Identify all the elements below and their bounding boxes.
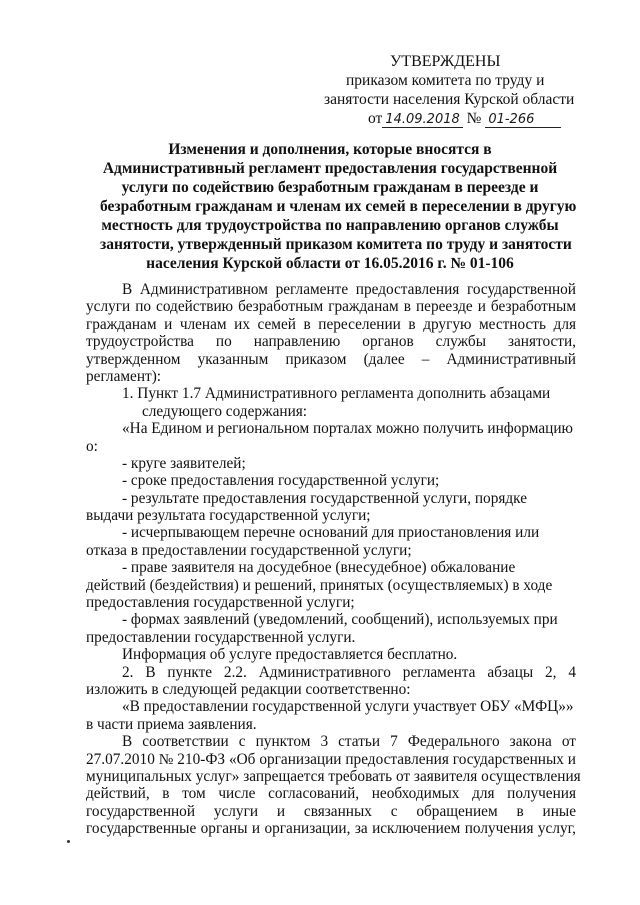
title-line: Изменения и дополнения, которые вносятся в xyxy=(168,141,492,158)
title-line: услуги по содействию безработным гражданам в переезде и xyxy=(121,179,539,196)
stray-mark xyxy=(67,840,70,843)
list-item: - исчерпывающем перечне оснований для приостановления или xyxy=(122,524,540,542)
body-line: предоставления государственной услуги; xyxy=(86,594,355,612)
body-line: трудоустройства по направлению органов службы занятости, xyxy=(86,333,576,351)
approval-stamp xyxy=(320,52,580,128)
body-line: о: xyxy=(86,437,98,455)
body-line: отказа в предоставлении государственной услуги; xyxy=(86,541,412,559)
handwritten-date: 14.09.2018 xyxy=(382,113,462,128)
title-line: занятости, утвержденный приказом комитета по труду и занятости xyxy=(100,236,572,253)
document-body xyxy=(86,281,581,838)
body-line: 27.07.2010 № 210-ФЗ «Об организации предоставления государственных и xyxy=(86,750,576,768)
body-line: Информация об услуге предоставляется бесплатно. xyxy=(122,646,458,664)
title-line: населения Курской области от 16.05.2016 г. № 01-106 xyxy=(146,255,514,272)
from-label: от xyxy=(368,110,383,127)
approval-heading: УТВЕРЖДЕНЫ xyxy=(390,53,501,70)
list-item: - результате предоставления государственной услуги, порядке xyxy=(122,489,528,507)
list-item: - круге заявителей; xyxy=(122,454,246,472)
number-label: № xyxy=(466,110,482,127)
body-line: гражданам и членам их семей в переселении в другую местность для xyxy=(86,315,576,333)
approval-line-1: приказом комитета по труду и xyxy=(346,72,545,89)
title-line: местность для трудоустройства по направлению органов службы xyxy=(101,217,559,234)
body-line: утвержденном указанным приказом (далее – Административный xyxy=(86,350,576,368)
body-line: В соответствии с пунктом 3 статьи 7 Федерального закона от xyxy=(122,733,576,751)
body-line: регламент): xyxy=(86,367,162,385)
title-line: безработным гражданам и членам их семей в переселении в другую xyxy=(100,198,577,215)
handwritten-number: 01-266 xyxy=(485,113,561,128)
body-line: «В предоставлении государственной услуги участвует ОБУ «МФЦ»» xyxy=(122,698,574,716)
body-line: государственной услуги и связанных с обращением в иные xyxy=(86,802,576,820)
body-line: изложить в следующей редакции соответственно: xyxy=(86,680,411,698)
body-line: услуги по содействию безработным гражданам в переезде и безработным xyxy=(86,298,576,316)
document-title xyxy=(100,140,577,273)
body-line: В Административном регламенте предоставления государственной xyxy=(122,281,576,298)
body-line: следующего содержания: xyxy=(142,402,308,420)
list-item: - формах заявлений (уведомлений, сообщений), используемых при xyxy=(122,611,558,629)
body-line: 1. Пункт 1.7 Административного регламента дополнить абзацами xyxy=(122,385,551,403)
body-line: государственные органы и организации, за исключением получения услуг, xyxy=(86,820,576,838)
title-line: Административный регламент предоставления государственной xyxy=(102,160,558,177)
approval-date-line xyxy=(320,109,580,128)
approval-line-2: занятости населения Курской области xyxy=(324,91,575,108)
body-line: действий, в том числе согласований, необходимых для получения xyxy=(86,785,576,803)
list-item: - сроке предоставления государственной услуги; xyxy=(122,472,440,490)
body-line: предоставлении государственной услуги. xyxy=(86,628,356,646)
body-line: «На Едином и региональном порталах можно получить информацию xyxy=(122,420,573,438)
body-line: муниципальных услуг» запрещается требовать от заявителя осуществления xyxy=(86,767,581,785)
body-line: в части приема заявления. xyxy=(86,715,257,733)
body-line: действий (бездействия) и решений, принятых (осуществляемых) в ходе xyxy=(86,576,553,594)
list-item: - праве заявителя на досудебное (внесудебное) обжалование xyxy=(122,559,516,577)
body-line: 2. В пункте 2.2. Административного регламента абзацы 2, 4 xyxy=(122,663,576,681)
body-line: выдачи результата государственной услуги; xyxy=(86,507,371,525)
